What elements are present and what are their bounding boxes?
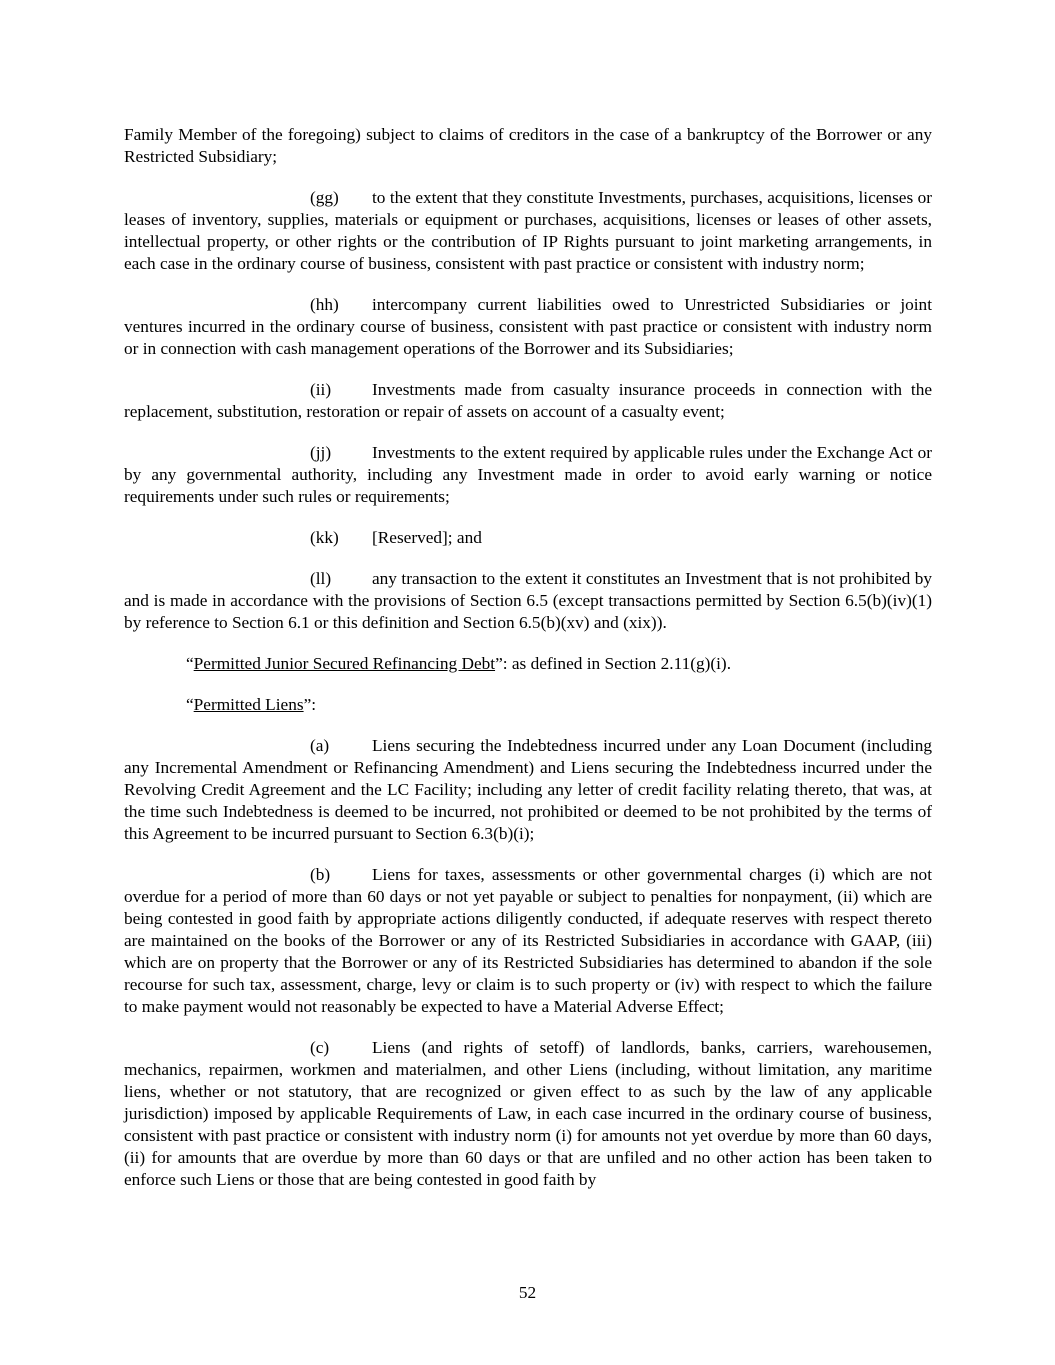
definition-text: ”: as defined in Section 2.11(g)(i). xyxy=(495,654,732,673)
clause-text: to the extent that they constitute Investments, purchases, acquisitions, licenses or leases of inventory, supplies, materials or equipment or purchases, acquisitions, licenses or leases of other assets, intellectual property, or other rights or the contribution of IP Rights pursuant to joint marketing arrangements, in each case in the ordinary course of business, consistent with past practice or consistent with industry norm; xyxy=(124,188,932,273)
clause-label: (b) xyxy=(310,865,331,884)
clause-b xyxy=(124,864,932,1018)
clause-kk xyxy=(124,527,932,549)
definition-permitted-liens xyxy=(124,694,932,716)
clause-text: Liens for taxes, assessments or other governmental charges (i) which are not overdue for a period of more than 60 days or not yet payable or subject to penalties for nonpayment, (ii) which are being contested in good faith by appropriate actions diligently conducted, if adequate reserves with respect thereto are maintained on the books of the Borrower or any of its Restricted Subsidiaries in accordance with GAAP, (iii) which are on property that the Borrower or any of its Restricted Subsidiaries has determined to abandon if the sole recourse for such tax, assessment, charge, levy or claim is to such property or (iv) with respect to which the failure to make payment would not reasonably be expected to have a Material Adverse Effect; xyxy=(124,865,932,1016)
clause-ll xyxy=(124,568,932,634)
clause-text: Investments to the extent required by applicable rules under the Exchange Act or by any governmental authority, including any Investment made in order to avoid early warning or notice requirements under such rules or requirements; xyxy=(124,443,932,506)
definition-permitted-junior-secured-refinancing-debt xyxy=(124,653,932,675)
clause-label: (ll) xyxy=(310,569,332,588)
defined-term: Permitted Liens xyxy=(193,695,304,714)
open-quote: “ xyxy=(186,654,194,673)
page-body xyxy=(124,124,932,1210)
clause-label: (a) xyxy=(310,736,330,755)
clause-gg xyxy=(124,187,932,275)
clause-jj xyxy=(124,442,932,508)
open-quote: “ xyxy=(186,695,194,714)
clause-text: Liens securing the Indebtedness incurred under any Loan Document (including any Incremental Amendment or Refinancing Amendment) and Liens securing the Indebtedness incurred under the Revolving Credit Agreement and the LC Facility; including any letter of credit facility relating thereto, that was, at the time such Indebtedness is deemed to be incurred, not prohibited or deemed to be not prohibited by the terms of this Agreement to be incurred pursuant to Section 6.3(b)(i); xyxy=(124,736,932,843)
clause-label: (hh) xyxy=(310,295,339,314)
clause-label: (ii) xyxy=(310,380,332,399)
definition-text: ”: xyxy=(303,695,317,714)
clause-label: (kk) xyxy=(310,528,339,547)
clause-c xyxy=(124,1037,932,1191)
clause-label: (gg) xyxy=(310,188,339,207)
clause-hh xyxy=(124,294,932,360)
clause-a xyxy=(124,735,932,845)
page-number: 52 xyxy=(518,1283,537,1302)
defined-term: Permitted Junior Secured Refinancing Debt xyxy=(193,654,496,673)
clause-text: Investments made from casualty insurance proceeds in connection with the replacement, substitution, restoration or repair of assets on account of a casualty event; xyxy=(124,380,932,421)
clause-text: Liens (and rights of setoff) of landlords, banks, carriers, warehousemen, mechanics, repairmen, workmen and materialmen, and other Liens (including, without limitation, any maritime liens, whether or not statutory, that are recognized or given effect to as such by the law of any applicable jurisdiction) imposed by applicable Requirements of Law, in each case incurred in the ordinary course of business, consistent with past practice or consistent with industry norm (i) for amounts not yet overdue by more than 60 days, (ii) for amounts that are overdue by more than 60 days or that are unfiled and no other action has been taken to enforce such Liens or those that are being contested in good faith by xyxy=(124,1038,932,1189)
clause-text: any transaction to the extent it constitutes an Investment that is not prohibited by and is made in accordance with the provisions of Section 6.5 (except transactions permitted by Section 6.5(b)(iv)(1) by reference to Section 6.1 or this definition and Section 6.5(b)(xv) and (xix)). xyxy=(124,569,932,632)
clause-text: [Reserved]; and xyxy=(372,528,482,547)
paragraph-continuation: Family Member of the foregoing) subject to claims of creditors in the case of a bankruptcy of the Borrower or any Restricted Subsidiary; xyxy=(124,125,932,166)
clause-label: (c) xyxy=(310,1038,330,1057)
clause-label: (jj) xyxy=(310,443,332,462)
clause-text: intercompany current liabilities owed to Unrestricted Subsidiaries or joint ventures incurred in the ordinary course of business, consistent with past practice or consistent with industry norm or in connection with cash management operations of the Borrower and its Subsidiaries; xyxy=(124,295,932,358)
clause-ii xyxy=(124,379,932,423)
